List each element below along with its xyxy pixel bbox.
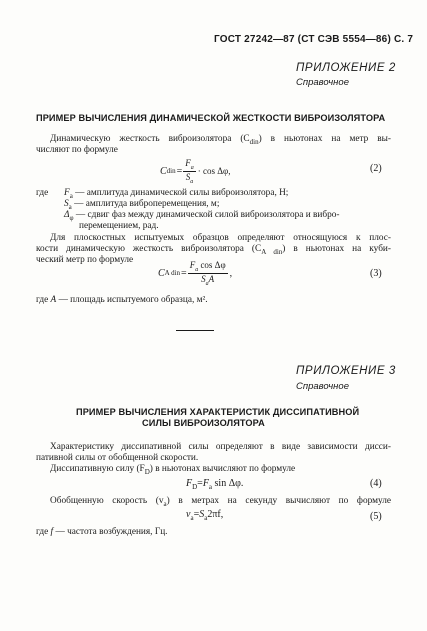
appendix-3-paragraph-3: Обобщенную скорость $(v_a)$ в метрах на секунду вычисляют по формуле [50,496,391,508]
formula-3: C A din = $\frac{F_a \cos \Delta\varphi}{S_aA}$ , [158,260,233,287]
appendix-3-title: ПРИЛОЖЕНИЕ 3 [296,365,396,377]
appendix-3-subtitle: Справочное [296,381,349,392]
appendix-2-heading: ПРИМЕР ВЫЧИСЛЕНИЯ ДИНАМИЧЕСКОЙ ЖЕСТКОСТИ ВИБРОИЗОЛЯТОРА [36,113,386,123]
appendix-2-paragraph-2-line-1: Для плоскостных испытуемых образцов определяют относящуюся к плос- [50,233,391,243]
appendix-2-title: ПРИЛОЖЕНИЕ 2 [296,62,396,74]
definition-fa: $F_a$ — амплитуда динамической силы виброизолятора, Н; [64,188,289,200]
definition-sa: $S_a$ — амплитуда виброперемещения, м; [64,199,220,211]
definition-phase-shift: $\Delta_\varphi$ — сдвиг фаз между динамической силой виброизолятора и вибро- [64,210,340,222]
formula-2-number: (2) [370,163,382,174]
where-label: где [36,188,49,198]
appendix-2-paragraph-1-line-1: Динамическую жесткость виброизолятора $(C_{din})$ в ньютонах на метр вы- [50,134,391,146]
appendix-3-paragraph-1-line-1: Характеристику диссипативной силы определяют в виде зависимости дисси- [50,442,391,452]
formula-4-number: (4) [370,478,382,489]
appendix-3-paragraph-1-line-2: пативной силы от обобщенной скорости. [36,453,199,463]
appendix-3-paragraph-2: Диссипативную силу $(F_D)$ в ньютонах вычисляют по формуле [50,464,296,476]
formula-5-number: (5) [370,511,382,522]
appendix-2-paragraph-3: где A — площадь испытуемого образца, м². [36,295,208,305]
appendix-2-paragraph-1-line-2: числяют по формуле [36,145,118,155]
appendix-3-heading-line-1: ПРИМЕР ВЫЧИСЛЕНИЯ ХАРАКТЕРИСТИК ДИССИПАТИВНОЙ [76,407,360,417]
formula-4: $F_D=F_a$ sin Δφ. [186,478,244,491]
appendix-2-subtitle: Справочное [296,77,349,88]
section-divider [176,330,214,331]
formula-3-number: (3) [370,268,382,279]
appendix-2-paragraph-2-line-3: ческий метр по формуле [36,255,134,265]
formula-5: $v_a=S_a2\pi f$, [186,509,224,522]
definition-phase-shift-cont: перемещением, рад. [79,221,159,231]
appendix-3-heading-line-2: СИЛЫ ВИБРОИЗОЛЯТОРА [142,418,265,428]
appendix-2-paragraph-2-line-2: кости динамическую жесткость виброизолятора $(C_{A din})$ в ньютонах на куби- [36,244,391,256]
page-header: ГОСТ 27242—87 (СТ СЭВ 5554—86) С. 7 [214,34,414,45]
appendix-3-paragraph-4: где f — частота возбуждения, Гц. [36,527,168,537]
formula-2: C din = $\frac{F_a}{S_a}$ · cos Δφ, [160,158,231,185]
